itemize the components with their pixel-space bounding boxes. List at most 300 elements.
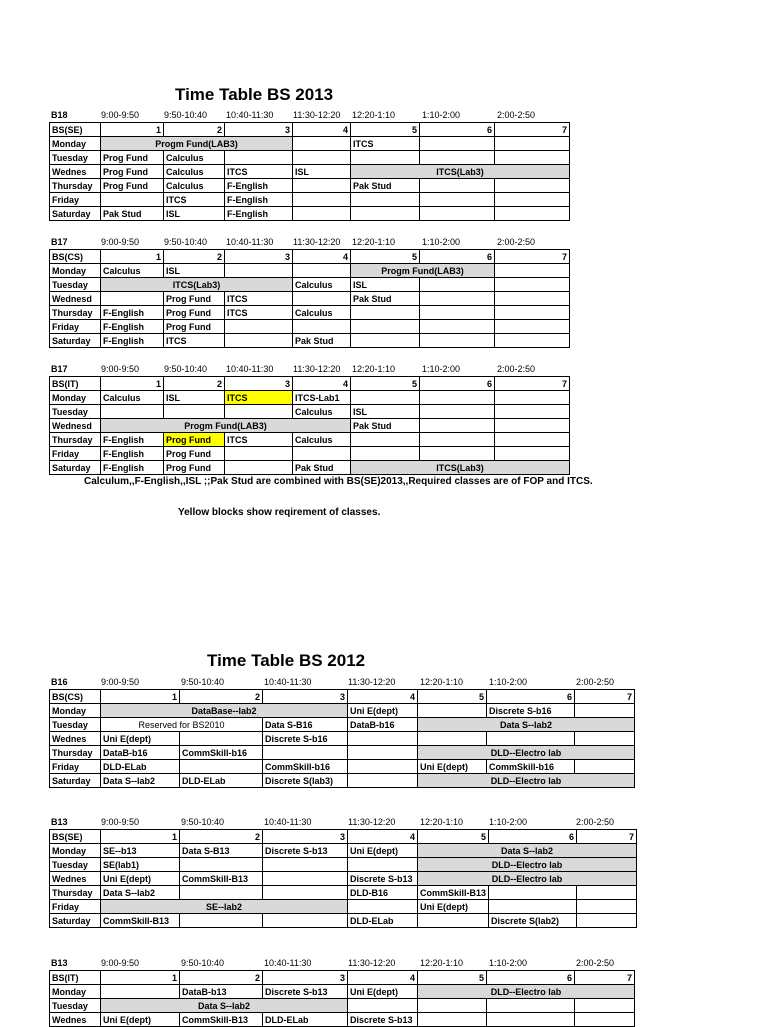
table-row	[50, 306, 570, 320]
period-number: 4	[293, 123, 351, 137]
class-cell: Uni E(dept)	[101, 1013, 180, 1027]
day-label: Thursday	[50, 179, 101, 193]
class-cell: ITCS	[164, 193, 225, 207]
class-cell	[225, 151, 293, 165]
class-cell: ISL	[293, 165, 351, 179]
class-cell	[495, 264, 570, 278]
time-slot: 12:20-1:10	[420, 958, 464, 968]
class-cell	[575, 1013, 635, 1027]
class-cell: ISL	[351, 405, 420, 419]
class-cell: DataB-b16	[101, 746, 180, 760]
day-label: Tuesday	[50, 151, 101, 165]
day-label: Monday	[50, 264, 101, 278]
class-cell	[495, 419, 570, 433]
class-cell: Calculus	[293, 306, 351, 320]
period-number: 5	[351, 123, 420, 137]
time-slot: 12:20-1:10	[352, 110, 396, 120]
class-cell: Discrete S-b13	[263, 985, 348, 999]
class-cell	[487, 999, 575, 1013]
table-row	[50, 334, 570, 348]
class-cell: Uni E(dept)	[418, 760, 487, 774]
timetable-2012-title: Time Table BS 2012	[207, 651, 366, 670]
class-cell	[420, 320, 495, 334]
class-cell: Discrete S(lab3)	[263, 774, 348, 788]
day-label: Monday	[50, 844, 101, 858]
table-row	[50, 1013, 635, 1027]
table-row	[50, 844, 637, 858]
day-label: Friday	[50, 320, 101, 334]
time-slot: 1:10-2:00	[422, 110, 461, 120]
class-cell: Discrete S-b13	[263, 844, 348, 858]
class-cell: ITCS(Lab3)	[351, 461, 570, 475]
class-cell	[348, 999, 418, 1013]
class-cell: Pak Stud	[293, 461, 351, 475]
period-row	[50, 377, 570, 391]
class-cell: DLD--Electro lab	[418, 746, 635, 760]
period-number: 4	[293, 377, 351, 391]
class-cell: Progm Fund(LAB3)	[351, 264, 495, 278]
class-cell: Discrete S-b13	[348, 872, 418, 886]
period-number: 5	[418, 690, 487, 704]
group-label: B13	[51, 817, 68, 827]
table-row	[50, 447, 570, 461]
time-slot: 2:00-2:50	[576, 677, 615, 687]
class-cell	[489, 886, 577, 900]
class-cell: Pak Stud	[101, 207, 164, 221]
period-number: 4	[348, 971, 418, 985]
day-label: Wednes	[50, 165, 101, 179]
class-cell	[495, 193, 570, 207]
day-label: Friday	[50, 760, 101, 774]
class-cell: Prog Fund	[164, 306, 225, 320]
class-cell: F-English	[225, 193, 293, 207]
time-slot: 9:50-10:40	[181, 958, 225, 968]
period-number: 7	[495, 250, 570, 264]
table-row	[50, 207, 570, 221]
time-slot: 2:00-2:50	[497, 364, 536, 374]
class-cell	[487, 1013, 575, 1027]
time-slot: 12:20-1:10	[420, 817, 464, 827]
class-cell	[225, 447, 293, 461]
class-cell: ITCS	[225, 165, 293, 179]
time-slot: 10:40-11:30	[226, 110, 274, 120]
period-number: 3	[225, 250, 293, 264]
schedule-table	[49, 122, 570, 221]
time-header	[49, 235, 570, 249]
class-cell	[577, 914, 637, 928]
class-cell: Pak Stud	[293, 334, 351, 348]
class-cell: ITCS(Lab3)	[101, 278, 293, 292]
timetable-2013-title: Time Table BS 2013	[175, 85, 334, 104]
class-cell: DLD--Electro lab	[418, 872, 637, 886]
class-cell: Calculus	[164, 165, 225, 179]
table-row	[50, 292, 570, 306]
period-number: 2	[164, 377, 225, 391]
class-cell	[351, 151, 420, 165]
period-number: 1	[101, 690, 180, 704]
table-row	[50, 872, 637, 886]
schedule-table	[49, 249, 570, 348]
class-cell	[351, 433, 420, 447]
class-cell	[293, 292, 351, 306]
day-label: Wednes	[50, 872, 101, 886]
class-cell	[348, 774, 418, 788]
class-cell: Uni E(dept)	[348, 985, 418, 999]
program-label: BS(SE)	[50, 123, 101, 137]
class-cell: ITCS-Lab1	[293, 391, 351, 405]
class-cell: ITCS	[225, 292, 293, 306]
class-cell	[495, 306, 570, 320]
table-row	[50, 405, 570, 419]
class-cell	[420, 179, 495, 193]
class-cell: ISL	[164, 207, 225, 221]
day-label: Saturday	[50, 207, 101, 221]
class-cell: SE(lab1)	[101, 858, 180, 872]
time-slot: 1:10-2:00	[489, 677, 528, 687]
class-cell	[495, 334, 570, 348]
time-slot: 1:10-2:00	[422, 237, 461, 247]
class-cell	[101, 985, 180, 999]
class-cell: Data S-B16	[263, 718, 348, 732]
class-cell	[420, 433, 495, 447]
day-label: Friday	[50, 193, 101, 207]
period-number: 5	[351, 377, 420, 391]
class-cell: Data S--lab2	[101, 774, 180, 788]
class-cell: Calculus	[293, 278, 351, 292]
class-cell	[225, 320, 293, 334]
class-cell: Prog Fund	[101, 179, 164, 193]
period-number: 6	[487, 690, 575, 704]
class-cell: ITCS	[164, 334, 225, 348]
period-row	[50, 123, 570, 137]
class-cell: F-English	[101, 320, 164, 334]
day-label: Thursday	[50, 306, 101, 320]
table-row	[50, 914, 637, 928]
group-label: B17	[51, 237, 68, 247]
table-row	[50, 985, 635, 999]
time-slot: 10:40-11:30	[264, 958, 312, 968]
table-row	[50, 704, 635, 718]
class-cell	[351, 193, 420, 207]
class-cell	[293, 137, 351, 151]
class-cell	[225, 334, 293, 348]
time-header	[49, 362, 570, 376]
class-cell	[351, 334, 420, 348]
class-cell	[225, 461, 293, 475]
class-cell	[495, 179, 570, 193]
period-number: 3	[263, 971, 348, 985]
time-slot: 9:50-10:40	[164, 110, 208, 120]
class-cell	[418, 732, 487, 746]
time-slot: 1:10-2:00	[489, 817, 528, 827]
schedule-table	[49, 376, 570, 475]
class-cell: DLD-ELab	[263, 1013, 348, 1027]
group-label: B16	[51, 677, 68, 687]
program-label: BS(CS)	[50, 690, 101, 704]
class-cell: ISL	[164, 264, 225, 278]
table-row	[50, 151, 570, 165]
class-cell: Progm Fund(LAB3)	[101, 137, 293, 151]
class-cell: DLD-ELab	[348, 914, 418, 928]
time-slot: 9:00-9:50	[101, 237, 140, 247]
timetable-b16-bscs	[49, 675, 635, 788]
day-label: Tuesday	[50, 278, 101, 292]
time-slot: 10:40-11:30	[264, 817, 312, 827]
period-number: 1	[101, 123, 164, 137]
time-slot: 1:10-2:00	[422, 364, 461, 374]
class-cell: DataB-b13	[180, 985, 263, 999]
class-cell: DLD--Electro lab	[418, 774, 635, 788]
period-number: 2	[180, 971, 263, 985]
class-cell	[420, 151, 495, 165]
period-row	[50, 690, 635, 704]
time-slot: 9:50-10:40	[181, 817, 225, 827]
day-label: Monday	[50, 985, 101, 999]
table-row	[50, 732, 635, 746]
class-cell: Prog Fund	[164, 292, 225, 306]
class-cell	[351, 306, 420, 320]
class-cell: Progm Fund(LAB3)	[101, 419, 351, 433]
time-slot: 11:30-12:20	[348, 817, 396, 827]
period-row	[50, 830, 637, 844]
class-cell	[180, 886, 263, 900]
period-number: 1	[101, 830, 180, 844]
class-cell: Calculus	[164, 151, 225, 165]
table-row	[50, 433, 570, 447]
class-cell: Calculus	[101, 391, 164, 405]
timetable-b18-bsse	[49, 108, 570, 221]
class-cell	[348, 858, 418, 872]
class-cell: F-English	[101, 306, 164, 320]
time-slot: 12:20-1:10	[420, 677, 464, 687]
class-cell	[348, 900, 418, 914]
class-cell	[420, 207, 495, 221]
class-cell	[418, 914, 489, 928]
day-label: Wednesd	[50, 292, 101, 306]
period-number: 5	[351, 250, 420, 264]
class-cell	[495, 391, 570, 405]
class-cell	[348, 746, 418, 760]
time-slot: 11:30-12:20	[293, 364, 341, 374]
class-cell: Calculus	[101, 264, 164, 278]
day-label: Tuesday	[50, 405, 101, 419]
period-number: 5	[418, 971, 487, 985]
period-number: 2	[180, 830, 263, 844]
table-row	[50, 391, 570, 405]
class-cell	[420, 405, 495, 419]
class-cell	[495, 433, 570, 447]
class-cell: Uni E(dept)	[101, 872, 180, 886]
class-cell	[351, 320, 420, 334]
class-cell	[418, 704, 487, 718]
class-cell: Discrete S-b13	[348, 1013, 418, 1027]
class-cell	[225, 405, 293, 419]
period-number: 2	[164, 250, 225, 264]
class-cell: ISL	[351, 278, 420, 292]
time-slot: 11:30-12:20	[293, 110, 341, 120]
day-label: Wednesd	[50, 419, 101, 433]
period-number: 6	[420, 250, 495, 264]
class-cell	[351, 447, 420, 461]
class-cell: Data S--lab2	[418, 718, 635, 732]
class-cell: Prog Fund	[164, 320, 225, 334]
class-cell: Uni E(dept)	[348, 844, 418, 858]
class-cell: Uni E(dept)	[101, 732, 180, 746]
class-cell	[418, 999, 487, 1013]
day-label: Saturday	[50, 334, 101, 348]
table-row	[50, 746, 635, 760]
class-cell: Data S-B13	[180, 844, 263, 858]
class-cell: Prog Fund	[101, 165, 164, 179]
period-number: 5	[418, 830, 489, 844]
time-slot: 9:00-9:50	[101, 958, 140, 968]
time-slot: 2:00-2:50	[497, 110, 536, 120]
class-cell	[495, 137, 570, 151]
day-label: Wednes	[50, 1013, 101, 1027]
day-label: Tuesday	[50, 999, 101, 1013]
class-cell: Uni E(dept)	[348, 704, 418, 718]
time-slot: 12:20-1:10	[352, 237, 396, 247]
class-cell	[487, 732, 575, 746]
class-cell: Calculus	[293, 405, 351, 419]
table-row	[50, 320, 570, 334]
class-cell	[420, 306, 495, 320]
combined-classes-note: Calculum,,F-English,,ISL ;;Pak Stud are combined with BS(SE)2013,,Required classes are of FOP and ITCS.	[84, 476, 593, 487]
class-cell	[495, 447, 570, 461]
class-cell	[420, 193, 495, 207]
period-number: 7	[575, 690, 635, 704]
class-cell: CommSkill-B13	[180, 872, 263, 886]
time-slot: 2:00-2:50	[576, 817, 615, 827]
class-cell: CommSkill-B13	[418, 886, 489, 900]
time-slot: 12:20-1:10	[352, 364, 396, 374]
class-cell: CommSkill-b16	[180, 746, 263, 760]
class-cell	[293, 320, 351, 334]
period-row	[50, 250, 570, 264]
period-number: 2	[180, 690, 263, 704]
class-cell	[495, 320, 570, 334]
class-cell	[293, 264, 351, 278]
class-cell	[420, 419, 495, 433]
timetable-b13-bsse	[49, 815, 637, 928]
period-number: 6	[487, 971, 575, 985]
class-cell	[495, 292, 570, 306]
class-cell: Calculus	[293, 433, 351, 447]
group-label: B18	[51, 110, 68, 120]
class-cell	[575, 732, 635, 746]
class-cell: Pak Stud	[351, 292, 420, 306]
class-cell: Data S--lab2	[101, 999, 348, 1013]
class-cell: DLD--Electro lab	[418, 858, 637, 872]
class-cell: Discrete S(lab2)	[489, 914, 577, 928]
table-row	[50, 264, 570, 278]
program-label: BS(IT)	[50, 377, 101, 391]
class-cell	[420, 278, 495, 292]
table-row	[50, 718, 635, 732]
class-cell	[293, 447, 351, 461]
class-cell	[495, 278, 570, 292]
day-label: Thursday	[50, 886, 101, 900]
class-cell	[263, 886, 348, 900]
group-label: B17	[51, 364, 68, 374]
class-cell	[348, 732, 418, 746]
class-cell	[351, 391, 420, 405]
class-cell	[495, 151, 570, 165]
timetable-b17-bsit	[49, 362, 570, 475]
day-label: Thursday	[50, 746, 101, 760]
time-slot: 2:00-2:50	[576, 958, 615, 968]
period-number: 4	[293, 250, 351, 264]
class-cell: F-English	[101, 433, 164, 447]
class-cell	[489, 900, 577, 914]
period-number: 7	[495, 123, 570, 137]
class-cell: Prog Fund	[164, 447, 225, 461]
class-cell	[495, 207, 570, 221]
time-header	[49, 675, 635, 689]
table-row	[50, 858, 637, 872]
time-header	[49, 956, 635, 970]
day-label: Tuesday	[50, 718, 101, 732]
table-row	[50, 179, 570, 193]
class-cell: Uni E(dept)	[418, 900, 489, 914]
period-number: 6	[420, 123, 495, 137]
class-cell: DLD-B16	[348, 886, 418, 900]
period-number: 4	[348, 830, 418, 844]
period-number: 6	[420, 377, 495, 391]
table-row	[50, 165, 570, 179]
class-cell: F-English	[101, 447, 164, 461]
yellow-blocks-note: Yellow blocks show reqirement of classes.	[178, 507, 381, 518]
time-header	[49, 108, 570, 122]
class-cell	[263, 858, 348, 872]
table-row	[50, 278, 570, 292]
time-slot: 9:00-9:50	[101, 677, 140, 687]
class-cell: DLD-ELab	[180, 774, 263, 788]
reserved-cell: Reserved for BS2010	[101, 718, 263, 732]
class-cell	[420, 334, 495, 348]
period-number: 1	[101, 377, 164, 391]
program-label: BS(SE)	[50, 830, 101, 844]
class-cell: Prog Fund	[164, 461, 225, 475]
class-cell: F-English	[225, 207, 293, 221]
time-slot: 10:40-11:30	[226, 364, 274, 374]
table-row	[50, 760, 635, 774]
class-cell	[180, 914, 263, 928]
class-cell	[180, 760, 263, 774]
period-number: 1	[101, 971, 180, 985]
class-cell: ITCS	[225, 433, 293, 447]
time-slot: 9:00-9:50	[101, 817, 140, 827]
class-cell: Data S--lab2	[101, 886, 180, 900]
class-cell	[420, 292, 495, 306]
time-slot: 9:00-9:50	[101, 110, 140, 120]
time-slot: 11:30-12:20	[348, 677, 396, 687]
period-number: 7	[575, 971, 635, 985]
class-cell: CommSkill-b16	[487, 760, 575, 774]
table-row	[50, 774, 635, 788]
table-row	[50, 419, 570, 433]
class-cell	[293, 193, 351, 207]
required-class-cell: ITCS	[225, 391, 293, 405]
period-number: 6	[489, 830, 577, 844]
schedule-table	[49, 970, 635, 1027]
class-cell	[420, 391, 495, 405]
class-cell: ITCS(Lab3)	[351, 165, 570, 179]
time-slot: 9:00-9:50	[101, 364, 140, 374]
class-cell	[263, 872, 348, 886]
table-row	[50, 886, 637, 900]
class-cell	[293, 207, 351, 221]
